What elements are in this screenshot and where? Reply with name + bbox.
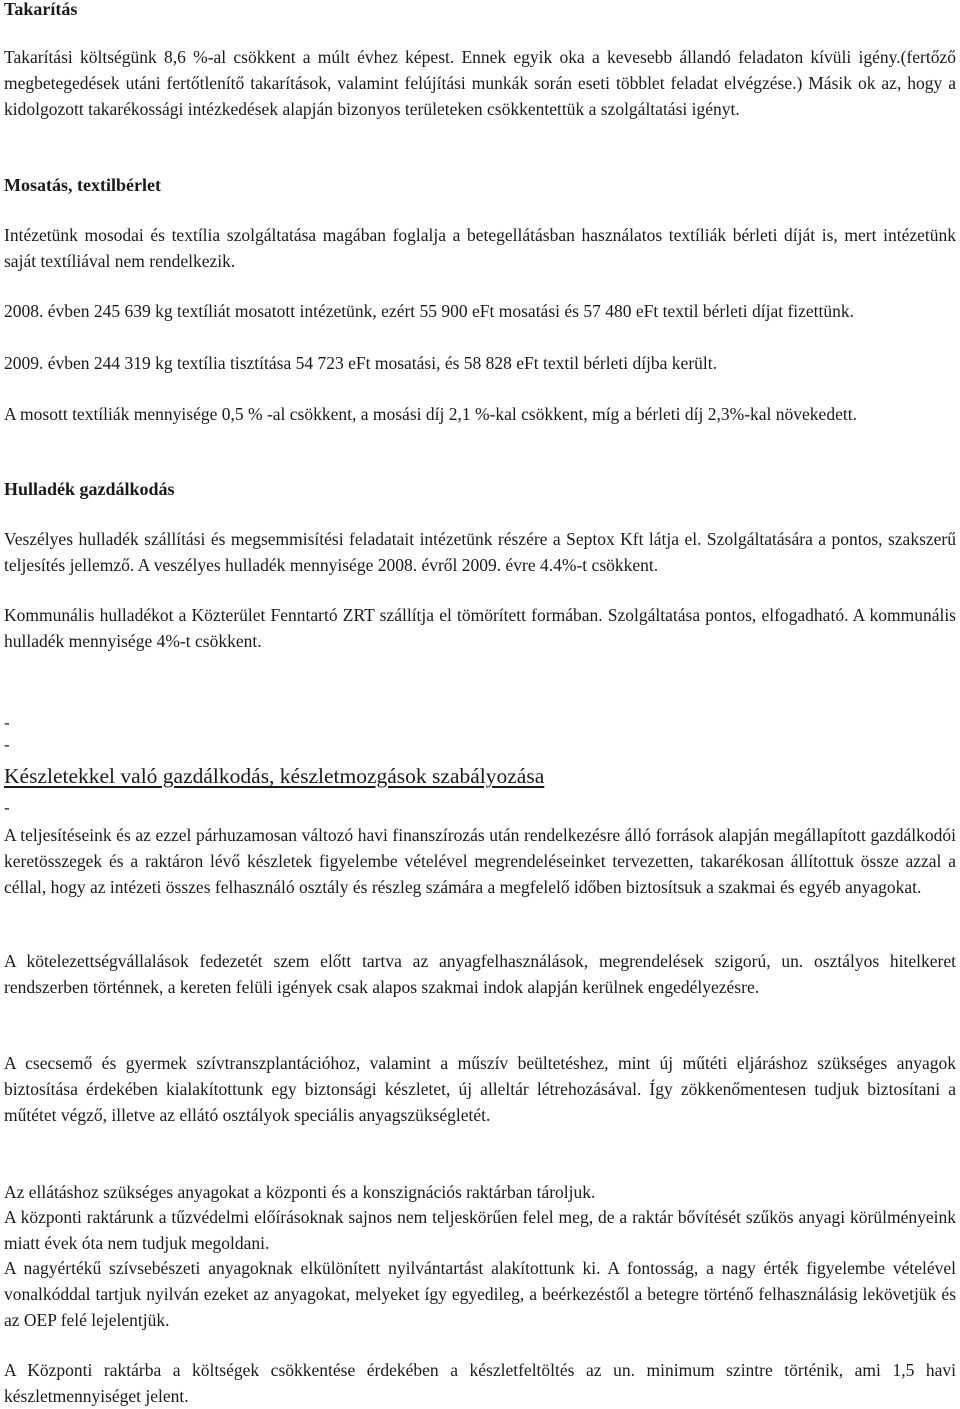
paragraph-hulladek-2: Kommunális hulladékot a Közterület Fenntartó ZRT szállítja el tömörített formában. Szolgáltatása pontos, elfogadható. A kommunális hulladék mennyisége 4%-t csökkent. <box>4 605 956 652</box>
paragraph-keszlet-1: A teljesítéseink és az ezzel párhuzamosan változó havi finanszírozás után rendelkezésre álló források alapján megállapított gazdálkodói keretösszegek és a raktáron lévő készletek figyelembe vételével megrendeléseinket tervezetten, takarékosan állítottuk össze azzal a céllal, hogy az intézeti összes felhasználó osztály és részleg számára a megfelelő időben biztosítsuk a szakmai és egyéb anyagokat. <box>4 825 956 898</box>
dash-marker-3: - <box>4 798 10 817</box>
paragraph-mosatas-1: Intézetünk mosodai és textília szolgáltatása magában foglalja a betegellátásban használatos textíliák bérleti díját is, mert intézetünk saját textíliával nem rendelkezik. <box>4 225 956 272</box>
paragraph-hulladek-1: Veszélyes hulladék szállítási és megsemmisítési feladatait intézetünk részére a Septox Kft látja el. Szolgáltatására a pontos, szakszerű teljesítés jellemző. A veszélyes hulladék mennyisége 2008. évről 2009. évre 4.4%-t csökkent. <box>4 529 956 576</box>
heading-hulladek: Hulladék gazdálkodás <box>4 479 175 499</box>
paragraph-takaritas: Takarítási költségünk 8,6 %-al csökkent a múlt évhez képest. Ennek egyik oka a kevesebb állandó feladaton kívüli igény.(fertőző megbetegedések utáni fertőtlenítő takarítások, valamint felújítási munkák során eseti többlet feladat elvégzése.) Másik ok az, hogy a kidolgozott takarékossági intézkedések alapján bizonyos területeken csökkentettük a szolgáltatási igényt. <box>4 47 956 120</box>
paragraph-keszlet-3: A csecsemő és gyermek szívtranszplantációhoz, valamint a műszív beültetéshez, mint új műtéti eljáráshoz szükséges anyagok biztosítása érdekében kialakítottunk egy biztonsági készletet, új alleltár létrehozásával. Így zökkenőmentesen tudjuk biztosítani a műtétet végző, illetve az ellátó osztályok speciális anyagszükségletét. <box>4 1053 956 1126</box>
heading-mosatas: Mosatás, textilbérlet <box>4 175 161 195</box>
paragraph-mosatas-4: A mosott textíliák mennyisége 0,5 % -al csökkent, a mosási díj 2,1 %-kal csökkent, míg a bérleti díj 2,3%-kal növekedett. <box>4 404 857 424</box>
paragraph-keszlet-6: A nagyértékű szívsebészeti anyagoknak elkülönített nyilvántartást alakítottunk ki. A fontosság, a nagy érték figyelembe vételével vonalkóddal tartjuk nyilván ezeket az anyagokat, melyeket így egyedileg, a beérkezéstől a betegre történő felhasználásig lekövetjük és az OEP felé lejelentjük. <box>4 1258 956 1331</box>
paragraph-keszlet-5: A központi raktárunk a tűzvédelmi előírásoknak sajnos nem teljeskörűen felel meg, de a raktár bővítését szűkös anyagi körülményeink miatt évek óta nem tudjuk megoldani. <box>4 1207 956 1254</box>
dash-marker-1: - <box>4 713 10 732</box>
paragraph-mosatas-3: 2009. évben 244 319 kg textília tisztítása 54 723 eFt mosatási, és 58 828 eFt textil bérleti díjba került. <box>4 353 718 373</box>
paragraph-keszlet-4: Az ellátáshoz szükséges anyagokat a központi és a konszignációs raktárban tároljuk. <box>4 1182 596 1202</box>
paragraph-keszlet-7: A Központi raktárba a költségek csökkentése érdekében a készletfeltöltés az un. minimum szintre történik, ami 1,5 havi készletmennyiséget jelent. <box>4 1360 956 1407</box>
paragraph-keszlet-2: A kötelezettségvállalások fedezetét szem előtt tartva az anyagfelhasználások, megrendelések szigorú, un. osztályos hitelkeret rendszerben történnek, a kereten felüli igények csak alapos szakmai indok alapján kerülnek engedélyezésre. <box>4 951 956 998</box>
heading-keszlet: Készletekkel való gazdálkodás, készletmozgások szabályozása <box>4 764 545 788</box>
dash-marker-2: - <box>4 735 10 754</box>
paragraph-mosatas-2: 2008. évben 245 639 kg textíliát mosatott intézetünk, ezért 55 900 eFt mosatási és 57 480 eFt textil bérleti díjat fizettünk. <box>4 301 855 321</box>
heading-takaritas: Takarítás <box>4 0 78 19</box>
